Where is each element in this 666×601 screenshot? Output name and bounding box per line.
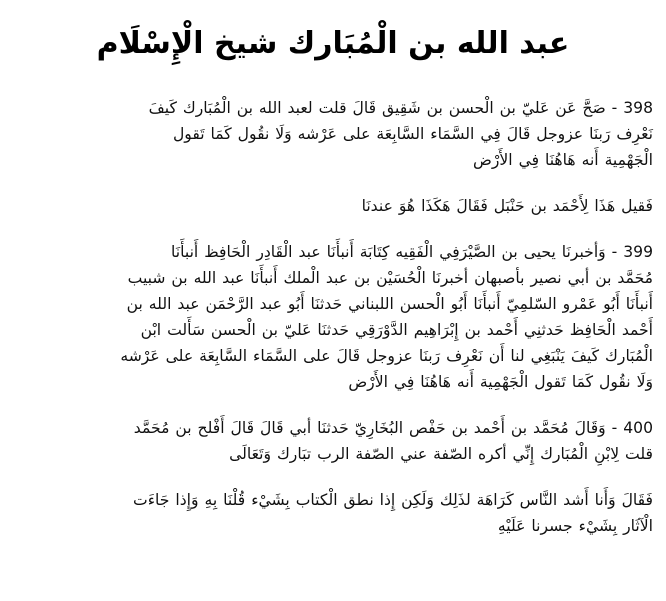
text-line: أَنبأَنَا أَبُو عَمْرو السّلمِيّ أَنبأَنَا أَبُو الْحسن اللبناني حَدثنَا أَبُو عبد الرَّحْمَن عبد الله بن [126, 295, 653, 313]
text-line: 400 - وَقَالَ مُحَمَّد بن أَحْمد بن حَفْص البُخَارِيّ حَدثنَا أبي قَالَ قَالَ أَفْلح بن مُحَمَّد [133, 419, 653, 437]
paragraph-398 [8, 95, 653, 173]
paragraph-400 [8, 415, 653, 467]
text-line: قلت لِابْنِ الْمُبَارك إِنِّي أكره الصّفة عني الصّفة الرب تبَارك وَتَعَالَى [229, 445, 653, 463]
text-line: فَقَالَ وَأَنا أَشد النَّاس كَرَاهَة لذَلِك وَلَكِن إِذا نطق الْكتاب بِشَيْء قُلْنَا بِهِ وَإِذا جَاءَت [133, 491, 653, 509]
paragraph-final [8, 487, 653, 539]
text-line: نَعْرِف رَبنَا عزوجل قَالَ فِي السَّمَاء السَّابِعَة على عَرْشه وَلَا نقُول كَمَا تَقول [172, 125, 653, 143]
text-line: أَحْمد الْحَافِظ حَدثنِي أَحْمد بن إِبْرَاهِيم الدَّوْرَقِي حَدثنَا عَليّ بن الْحسن سَأَلت ابْن [140, 321, 653, 339]
page-title: عبد الله بن الْمُبَارك شيخ الْإِسْلَام [96, 26, 570, 61]
paragraph-ahmad-comment [8, 193, 653, 219]
text-line: الْمُبَارك كَيفَ يَنْبَغِي لنا أَن نَعْرِف رَبنَا عزوجل قَالَ على السَّمَاء السَّابِعَة على عَرْشه [120, 347, 653, 365]
text-line: 399 - وَأخبرنَا يحيى بن الصَّيْرَفِي الْفَقِيه كِتَابَة أَنبأَنَا عبد الْقَادِر الْحَافِظ أَنبأَنَا [171, 243, 653, 261]
text-line: الْجَهْمِية أَنه هَاهُنَا فِي الأَرْض [473, 151, 653, 169]
text-line: 398 - صَحَّ عَن عَليّ بن الْحسن بن شَقِيق قَالَ قلت لعبد الله بن الْمُبَارك كَيفَ [148, 99, 653, 117]
document-body [8, 95, 653, 559]
text-line: مُحَمَّد بن أبي نصير بأصبهان أخبرنَا الْحُسَيْن بن عبد الْملك أَنبأَنَا عبد الله بن شبيب [127, 269, 653, 287]
text-line: فَقيل هَذَا لِأَحْمَد بن حَنْبَل فَقَالَ هَكَذَا هُوَ عندنَا [361, 197, 653, 215]
text-line: الْآثَار بِشَيْء جسرنا عَلَيْهِ [497, 517, 653, 535]
text-line: وَلَا نقُول كَمَا تَقول الْجَهْمِية أَنه هَاهُنَا فِي الأَرْض [348, 373, 653, 391]
paragraph-399 [8, 239, 653, 395]
